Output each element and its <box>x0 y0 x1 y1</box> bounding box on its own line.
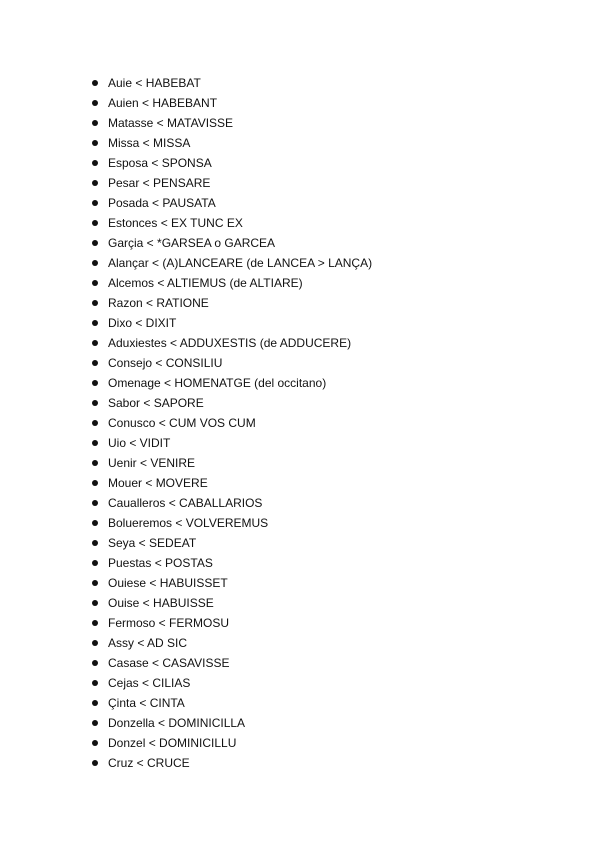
entry-text: Omenage < HOMENATGE (del occitano) <box>108 376 327 390</box>
entry-text: Estonces < EX TUNC EX <box>108 216 243 230</box>
entry-text: Cejas < CILIAS <box>108 676 191 690</box>
list-item <box>92 433 372 453</box>
list-item <box>92 733 372 753</box>
list-item <box>92 353 372 373</box>
entry-text: Pesar < PENSARE <box>108 176 211 190</box>
list-item <box>92 313 372 333</box>
bullet-icon <box>92 440 98 446</box>
list-item <box>92 593 372 613</box>
entry-text: Cruz < CRUCE <box>108 756 190 770</box>
entry-text: Sabor < SAPORE <box>108 396 204 410</box>
bullet-icon <box>92 280 98 286</box>
list-item <box>92 253 372 273</box>
entry-text: Auie < HABEBAT <box>108 76 201 90</box>
list-item <box>92 533 372 553</box>
list-item <box>92 613 372 633</box>
etymology-list <box>92 73 372 773</box>
bullet-icon <box>92 520 98 526</box>
bullet-icon <box>92 420 98 426</box>
entry-text: Donzella < DOMINICILLA <box>108 716 246 730</box>
entry-text: Puestas < POSTAS <box>108 556 213 570</box>
bullet-icon <box>92 360 98 366</box>
bullet-icon <box>92 700 98 706</box>
entry-text: Uenir < VENIRE <box>108 456 196 470</box>
entry-text: Casase < CASAVISSE <box>108 656 230 670</box>
list-item <box>92 453 372 473</box>
list-item <box>92 653 372 673</box>
bullet-icon <box>92 300 98 306</box>
bullet-icon <box>92 100 98 106</box>
entry-text: Consejo < CONSILIU <box>108 356 223 370</box>
entry-text: Uio < VIDIT <box>108 436 171 450</box>
entry-text: Caualleros < CABALLARIOS <box>108 496 263 510</box>
bullet-icon <box>92 740 98 746</box>
list-item <box>92 173 372 193</box>
entry-text: Dixo < DIXIT <box>108 316 177 330</box>
bullet-icon <box>92 460 98 466</box>
entry-text: Missa < MISSA <box>108 136 191 150</box>
bullet-icon <box>92 140 98 146</box>
bullet-icon <box>92 600 98 606</box>
bullet-icon <box>92 400 98 406</box>
bullet-icon <box>92 200 98 206</box>
entry-text: Aduxiestes < ADDUXESTIS (de ADDUCERE) <box>108 336 352 350</box>
entry-text: Alançar < (A)LANCEARE (de LANCEA > LANÇA) <box>108 256 373 270</box>
entry-text: Conusco < CUM VOS CUM <box>108 416 256 430</box>
entry-text: Ouise < HABUISSE <box>108 596 214 610</box>
entry-text: Assy < AD SIC <box>108 636 188 650</box>
list-item <box>92 73 372 93</box>
list-item <box>92 193 372 213</box>
bullet-icon <box>92 580 98 586</box>
bullet-icon <box>92 340 98 346</box>
list-item <box>92 133 372 153</box>
entry-text: Seya < SEDEAT <box>108 536 197 550</box>
entry-text: Fermoso < FERMOSU <box>108 616 230 630</box>
bullet-icon <box>92 680 98 686</box>
entry-text: Mouer < MOVERE <box>108 476 208 490</box>
list-item <box>92 553 372 573</box>
entry-text: Garçia < *GARSEA o GARCEA <box>108 236 276 250</box>
bullet-icon <box>92 80 98 86</box>
list-item <box>92 153 372 173</box>
bullet-icon <box>92 160 98 166</box>
list-item <box>92 373 372 393</box>
bullet-icon <box>92 320 98 326</box>
list-item <box>92 413 372 433</box>
bullet-icon <box>92 760 98 766</box>
entry-text: Matasse < MATAVISSE <box>108 116 234 130</box>
entry-text: Çinta < CINTA <box>108 696 185 710</box>
bullet-icon <box>92 640 98 646</box>
entry-text: Posada < PAUSATA <box>108 196 216 210</box>
list-item <box>92 673 372 693</box>
list-item <box>92 713 372 733</box>
list-item <box>92 633 372 653</box>
bullet-icon <box>92 560 98 566</box>
list-item <box>92 213 372 233</box>
list-item <box>92 493 372 513</box>
list-item <box>92 93 372 113</box>
bullet-icon <box>92 620 98 626</box>
bullet-icon <box>92 720 98 726</box>
entry-text: Auien < HABEBANT <box>108 96 218 110</box>
bullet-icon <box>92 380 98 386</box>
entry-text: Ouiese < HABUISSET <box>108 576 228 590</box>
list-item <box>92 113 372 133</box>
list-item <box>92 293 372 313</box>
list-item <box>92 513 372 533</box>
list-item <box>92 693 372 713</box>
bullet-icon <box>92 240 98 246</box>
entry-text: Donzel < DOMINICILLU <box>108 736 237 750</box>
bullet-icon <box>92 180 98 186</box>
list-item <box>92 473 372 493</box>
list-item <box>92 233 372 253</box>
entry-text: Bolueremos < VOLVEREMUS <box>108 516 269 530</box>
list-item <box>92 393 372 413</box>
bullet-icon <box>92 660 98 666</box>
entry-text: Razon < RATIONE <box>108 296 209 310</box>
bullet-icon <box>92 500 98 506</box>
list-item <box>92 573 372 593</box>
bullet-icon <box>92 260 98 266</box>
bullet-icon <box>92 540 98 546</box>
entry-text: Alcemos < ALTIEMUS (de ALTIARE) <box>108 276 303 290</box>
bullet-icon <box>92 220 98 226</box>
list-item <box>92 333 372 353</box>
list-item <box>92 273 372 293</box>
list-item <box>92 753 372 773</box>
entry-text: Esposa < SPONSA <box>108 156 212 170</box>
bullet-icon <box>92 480 98 486</box>
bullet-icon <box>92 120 98 126</box>
